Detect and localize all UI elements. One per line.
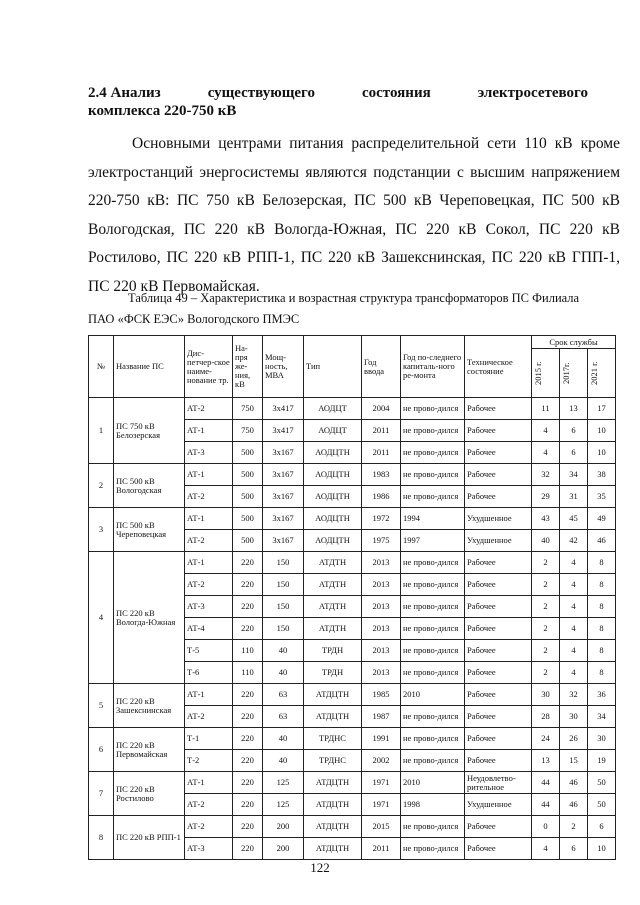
cell-power: 40	[263, 728, 304, 750]
cell-year: 2013	[362, 618, 401, 640]
table-caption-line1: Таблица 49 – Характеристика и возрастная структура трансформаторов ПС Филиала	[128, 291, 580, 305]
cell-repair: не прово-дился	[401, 816, 465, 838]
cell-type: АТДЦТН	[304, 838, 362, 860]
cell-year: 2015	[362, 816, 401, 838]
cell-service-2021: 50	[588, 772, 616, 794]
cell-service-2015: 32	[532, 464, 560, 486]
table-row	[89, 464, 616, 486]
cell-power: 3х167	[263, 464, 304, 486]
cell-service-2017: 13	[560, 398, 588, 420]
cell-service-2021: 6	[588, 816, 616, 838]
cell-power: 3х417	[263, 398, 304, 420]
cell-type: АТДТН	[304, 574, 362, 596]
cell-state: Рабочее	[465, 574, 532, 596]
table-row	[89, 816, 616, 838]
header-dispatch: Дис-петчер-ское наиме-нование тр.	[185, 336, 233, 398]
cell-service-2017: 15	[560, 750, 588, 772]
header-state: Техническое состояние	[465, 336, 532, 398]
cell-service-2017: 6	[560, 442, 588, 464]
cell-service-2021: 8	[588, 596, 616, 618]
cell-type: АТДЦТН	[304, 816, 362, 838]
cell-num: 5	[89, 684, 114, 728]
cell-repair: не прово-дился	[401, 398, 465, 420]
cell-type: АТДЦТН	[304, 794, 362, 816]
cell-num: 3	[89, 508, 114, 552]
cell-repair: не прово-дился	[401, 486, 465, 508]
cell-state: Рабочее	[465, 662, 532, 684]
header-repair: Год по-следнего капиталь-ного ре-монта	[401, 336, 465, 398]
cell-service-2015: 44	[532, 772, 560, 794]
header-2021: 2021 г.	[588, 349, 616, 398]
cell-service-2015: 2	[532, 596, 560, 618]
cell-voltage: 500	[233, 508, 263, 530]
cell-substation-name: ПС 500 кВ Вологодская	[114, 464, 185, 508]
cell-dispatch-name: АТ-1	[185, 464, 233, 486]
cell-power: 3х167	[263, 530, 304, 552]
cell-repair: не прово-дился	[401, 442, 465, 464]
cell-num: 6	[89, 728, 114, 772]
cell-num: 4	[89, 552, 114, 684]
cell-voltage: 110	[233, 662, 263, 684]
cell-type: АОДЦТ	[304, 398, 362, 420]
header-num: №	[89, 336, 114, 398]
cell-service-2015: 11	[532, 398, 560, 420]
cell-type: ТРДН	[304, 640, 362, 662]
cell-year: 1975	[362, 530, 401, 552]
header-name: Название ПС	[114, 336, 185, 398]
cell-service-2015: 4	[532, 838, 560, 860]
cell-repair: не прово-дился	[401, 420, 465, 442]
cell-voltage: 110	[233, 640, 263, 662]
cell-service-2015: 2	[532, 618, 560, 640]
cell-year: 1986	[362, 486, 401, 508]
cell-dispatch-name: Т-5	[185, 640, 233, 662]
cell-service-2017: 34	[560, 464, 588, 486]
cell-dispatch-name: АТ-1	[185, 508, 233, 530]
cell-service-2021: 34	[588, 706, 616, 728]
cell-year: 1972	[362, 508, 401, 530]
table-row	[89, 552, 616, 574]
cell-service-2017: 4	[560, 596, 588, 618]
cell-state: Ухудшенное	[465, 508, 532, 530]
cell-service-2015: 28	[532, 706, 560, 728]
cell-type: АТДЦТН	[304, 706, 362, 728]
cell-type: АОДЦТН	[304, 464, 362, 486]
cell-power: 125	[263, 794, 304, 816]
cell-year: 1987	[362, 706, 401, 728]
cell-state: Рабочее	[465, 442, 532, 464]
table-row	[89, 684, 616, 706]
cell-service-2021: 8	[588, 574, 616, 596]
cell-service-2015: 44	[532, 794, 560, 816]
cell-state: Рабочее	[465, 464, 532, 486]
cell-service-2015: 24	[532, 728, 560, 750]
cell-voltage: 220	[233, 596, 263, 618]
page-number: 122	[310, 860, 330, 875]
cell-service-2021: 36	[588, 684, 616, 706]
cell-service-2017: 45	[560, 508, 588, 530]
cell-year: 1971	[362, 772, 401, 794]
cell-type: АТДТН	[304, 618, 362, 640]
cell-state: Рабочее	[465, 750, 532, 772]
cell-repair: 1997	[401, 530, 465, 552]
cell-service-2017: 4	[560, 640, 588, 662]
cell-substation-name: ПС 220 кВ Ростилово	[114, 772, 185, 816]
cell-power: 3х167	[263, 442, 304, 464]
cell-voltage: 220	[233, 838, 263, 860]
cell-repair: не прово-дился	[401, 728, 465, 750]
cell-state: Рабочее	[465, 552, 532, 574]
cell-year: 2013	[362, 574, 401, 596]
cell-power: 150	[263, 596, 304, 618]
cell-year: 1983	[362, 464, 401, 486]
cell-year: 2013	[362, 662, 401, 684]
cell-year: 2013	[362, 640, 401, 662]
cell-num: 1	[89, 398, 114, 464]
cell-power: 125	[263, 772, 304, 794]
cell-type: ТРДН	[304, 662, 362, 684]
cell-dispatch-name: АТ-2	[185, 706, 233, 728]
cell-state: Рабочее	[465, 420, 532, 442]
transformer-table	[88, 335, 616, 860]
table-row	[89, 398, 616, 420]
cell-service-2021: 10	[588, 442, 616, 464]
header-type: Тип	[304, 336, 362, 398]
cell-year: 2011	[362, 442, 401, 464]
cell-year: 2004	[362, 398, 401, 420]
cell-service-2015: 4	[532, 420, 560, 442]
cell-repair: не прово-дился	[401, 662, 465, 684]
cell-dispatch-name: АТ-2	[185, 398, 233, 420]
cell-state: Рабочее	[465, 398, 532, 420]
cell-service-2021: 46	[588, 530, 616, 552]
section-title-word: состояния	[361, 85, 431, 101]
cell-dispatch-name: АТ-3	[185, 838, 233, 860]
cell-service-2021: 35	[588, 486, 616, 508]
cell-dispatch-name: АТ-3	[185, 596, 233, 618]
cell-year: 2011	[362, 420, 401, 442]
table-row	[89, 772, 616, 794]
cell-service-2021: 17	[588, 398, 616, 420]
cell-service-2015: 2	[532, 574, 560, 596]
cell-voltage: 220	[233, 750, 263, 772]
cell-repair: не прово-дился	[401, 596, 465, 618]
cell-state: Рабочее	[465, 486, 532, 508]
cell-service-2021: 50	[588, 794, 616, 816]
cell-repair: 1998	[401, 794, 465, 816]
cell-power: 40	[263, 750, 304, 772]
cell-type: АОДЦТН	[304, 508, 362, 530]
header-2017: 2017г.	[560, 349, 588, 398]
cell-dispatch-name: АТ-1	[185, 684, 233, 706]
cell-service-2021: 38	[588, 464, 616, 486]
cell-service-2015: 4	[532, 442, 560, 464]
table-row	[89, 728, 616, 750]
cell-voltage: 500	[233, 442, 263, 464]
cell-service-2015: 29	[532, 486, 560, 508]
cell-voltage: 220	[233, 772, 263, 794]
section-heading-line1	[88, 84, 588, 102]
cell-num: 8	[89, 816, 114, 860]
cell-year: 2002	[362, 750, 401, 772]
cell-service-2017: 30	[560, 706, 588, 728]
cell-service-2015: 2	[532, 640, 560, 662]
cell-voltage: 500	[233, 464, 263, 486]
cell-dispatch-name: АТ-3	[185, 442, 233, 464]
cell-num: 2	[89, 464, 114, 508]
cell-voltage: 220	[233, 816, 263, 838]
cell-repair: не прово-дился	[401, 838, 465, 860]
header-voltage: На-пря же-ния, кВ	[233, 336, 263, 398]
cell-service-2021: 19	[588, 750, 616, 772]
cell-power: 150	[263, 618, 304, 640]
cell-power: 3х167	[263, 508, 304, 530]
cell-service-2015: 40	[532, 530, 560, 552]
cell-repair: 2010	[401, 684, 465, 706]
cell-power: 200	[263, 816, 304, 838]
cell-voltage: 220	[233, 794, 263, 816]
cell-voltage: 500	[233, 530, 263, 552]
cell-substation-name: ПС 500 кВ Череповецкая	[114, 508, 185, 552]
cell-service-2021: 8	[588, 662, 616, 684]
cell-dispatch-name: АТ-1	[185, 552, 233, 574]
cell-voltage: 750	[233, 420, 263, 442]
cell-power: 40	[263, 662, 304, 684]
header-power: Мощ-ность, МВА	[263, 336, 304, 398]
cell-dispatch-name: АТ-1	[185, 772, 233, 794]
cell-dispatch-name: АТ-2	[185, 794, 233, 816]
cell-dispatch-name: АТ-4	[185, 618, 233, 640]
cell-power: 40	[263, 640, 304, 662]
cell-dispatch-name: АТ-2	[185, 486, 233, 508]
cell-service-2017: 42	[560, 530, 588, 552]
cell-type: ТРДНС	[304, 728, 362, 750]
section-title-word: существующего	[207, 85, 315, 101]
cell-power: 200	[263, 838, 304, 860]
cell-repair: не прово-дился	[401, 750, 465, 772]
cell-dispatch-name: АТ-2	[185, 574, 233, 596]
cell-voltage: 220	[233, 618, 263, 640]
cell-repair: 1994	[401, 508, 465, 530]
section-title-word: электросетевого	[477, 85, 588, 101]
cell-service-2017: 4	[560, 618, 588, 640]
cell-voltage: 220	[233, 684, 263, 706]
cell-dispatch-name: Т-1	[185, 728, 233, 750]
cell-year: 2011	[362, 838, 401, 860]
header-2015: 2015 г.	[532, 349, 560, 398]
cell-type: АТДЦТН	[304, 772, 362, 794]
cell-power: 63	[263, 684, 304, 706]
cell-year: 2013	[362, 596, 401, 618]
cell-service-2017: 6	[560, 838, 588, 860]
cell-dispatch-name: Т-6	[185, 662, 233, 684]
cell-service-2015: 0	[532, 816, 560, 838]
cell-state: Рабочее	[465, 618, 532, 640]
cell-service-2021: 49	[588, 508, 616, 530]
cell-state: Рабочее	[465, 684, 532, 706]
cell-service-2021: 8	[588, 618, 616, 640]
cell-service-2021: 8	[588, 552, 616, 574]
cell-service-2017: 31	[560, 486, 588, 508]
cell-state: Рабочее	[465, 596, 532, 618]
cell-service-2017: 46	[560, 794, 588, 816]
cell-repair: не прово-дился	[401, 706, 465, 728]
cell-dispatch-name: АТ-2	[185, 530, 233, 552]
table-caption-line2: ПАО «ФСК ЕЭС» Вологодского ПМЭС	[88, 312, 300, 326]
cell-year: 1971	[362, 794, 401, 816]
body-paragraph	[88, 130, 620, 301]
cell-power: 63	[263, 706, 304, 728]
cell-repair: не прово-дился	[401, 552, 465, 574]
cell-power: 3х167	[263, 486, 304, 508]
cell-service-2021: 8	[588, 640, 616, 662]
cell-substation-name: ПС 220 кВ РПП-1	[114, 816, 185, 860]
cell-repair: не прово-дился	[401, 574, 465, 596]
cell-state: Ухудшенное	[465, 530, 532, 552]
cell-power: 150	[263, 574, 304, 596]
cell-service-2017: 26	[560, 728, 588, 750]
cell-repair: 2010	[401, 772, 465, 794]
section-number: 2.4	[88, 85, 107, 101]
cell-voltage: 750	[233, 398, 263, 420]
section-heading-line2: комплекса 220-750 кВ	[88, 103, 237, 119]
cell-substation-name: ПС 750 кВ Белозерская	[114, 398, 185, 464]
cell-service-2015: 13	[532, 750, 560, 772]
cell-service-2021: 10	[588, 420, 616, 442]
cell-service-2017: 4	[560, 552, 588, 574]
cell-service-2017: 4	[560, 662, 588, 684]
cell-dispatch-name: АТ-2	[185, 816, 233, 838]
cell-state: Рабочее	[465, 816, 532, 838]
cell-service-2015: 43	[532, 508, 560, 530]
cell-state: Ухудшенное	[465, 794, 532, 816]
cell-voltage: 220	[233, 706, 263, 728]
cell-repair: не прово-дился	[401, 618, 465, 640]
cell-type: АОДЦТ	[304, 420, 362, 442]
cell-state: Рабочее	[465, 640, 532, 662]
cell-service-2017: 4	[560, 574, 588, 596]
cell-state: Рабочее	[465, 728, 532, 750]
section-title-word: Анализ	[110, 85, 161, 101]
cell-voltage: 220	[233, 552, 263, 574]
cell-service-2015: 30	[532, 684, 560, 706]
cell-voltage: 220	[233, 574, 263, 596]
header-year: Год ввода	[362, 336, 401, 398]
cell-type: ТРДНС	[304, 750, 362, 772]
cell-year: 1985	[362, 684, 401, 706]
cell-power: 150	[263, 552, 304, 574]
cell-service-2017: 6	[560, 420, 588, 442]
table-body	[89, 398, 616, 860]
body-paragraph-text: Основными центрами питания распределительной сети 110 кВ кроме электростанций энергосистемы являются подстанции с высшим напряжением 220-750 кВ: ПС 750 кВ Белозерская, ПС 500 кВ Череповецкая, ПС 500 кВ Вологодская, ПС 220 кВ Вологда-Южная, ПС 220 кВ Сокол, ПС 220 кВ Ростилово, ПС 220 кВ РПП-1, ПС 220 кВ Зашекснинская, ПС 220 кВ ГПП-1, ПС 220 кВ Первомайская.	[88, 135, 620, 295]
cell-service-2017: 32	[560, 684, 588, 706]
section-heading	[88, 84, 588, 120]
cell-state: Рабочее	[465, 838, 532, 860]
cell-substation-name: ПС 220 кВ Зашекснинская	[114, 684, 185, 728]
cell-repair: не прово-дился	[401, 464, 465, 486]
cell-state: Рабочее	[465, 706, 532, 728]
cell-power: 3х417	[263, 420, 304, 442]
cell-type: АТДТН	[304, 596, 362, 618]
cell-service-2017: 46	[560, 772, 588, 794]
cell-service-2021: 30	[588, 728, 616, 750]
cell-year: 2013	[362, 552, 401, 574]
table-row	[89, 508, 616, 530]
cell-state: Неудовлетво-рительное	[465, 772, 532, 794]
cell-service-2015: 2	[532, 552, 560, 574]
table-caption	[88, 288, 608, 330]
cell-substation-name: ПС 220 кВ Вологда-Южная	[114, 552, 185, 684]
cell-voltage: 500	[233, 486, 263, 508]
cell-substation-name: ПС 220 кВ Первомайская	[114, 728, 185, 772]
header-service: Срок службы	[532, 336, 616, 349]
cell-type: АТДЦТН	[304, 684, 362, 706]
cell-service-2017: 2	[560, 816, 588, 838]
cell-service-2015: 2	[532, 662, 560, 684]
cell-voltage: 220	[233, 728, 263, 750]
cell-service-2021: 10	[588, 838, 616, 860]
cell-repair: не прово-дился	[401, 640, 465, 662]
cell-dispatch-name: АТ-1	[185, 420, 233, 442]
cell-type: АТДТН	[304, 552, 362, 574]
cell-type: АОДЦТН	[304, 530, 362, 552]
cell-dispatch-name: Т-2	[185, 750, 233, 772]
cell-num: 7	[89, 772, 114, 816]
cell-year: 1991	[362, 728, 401, 750]
cell-type: АОДЦТН	[304, 442, 362, 464]
cell-type: АОДЦТН	[304, 486, 362, 508]
